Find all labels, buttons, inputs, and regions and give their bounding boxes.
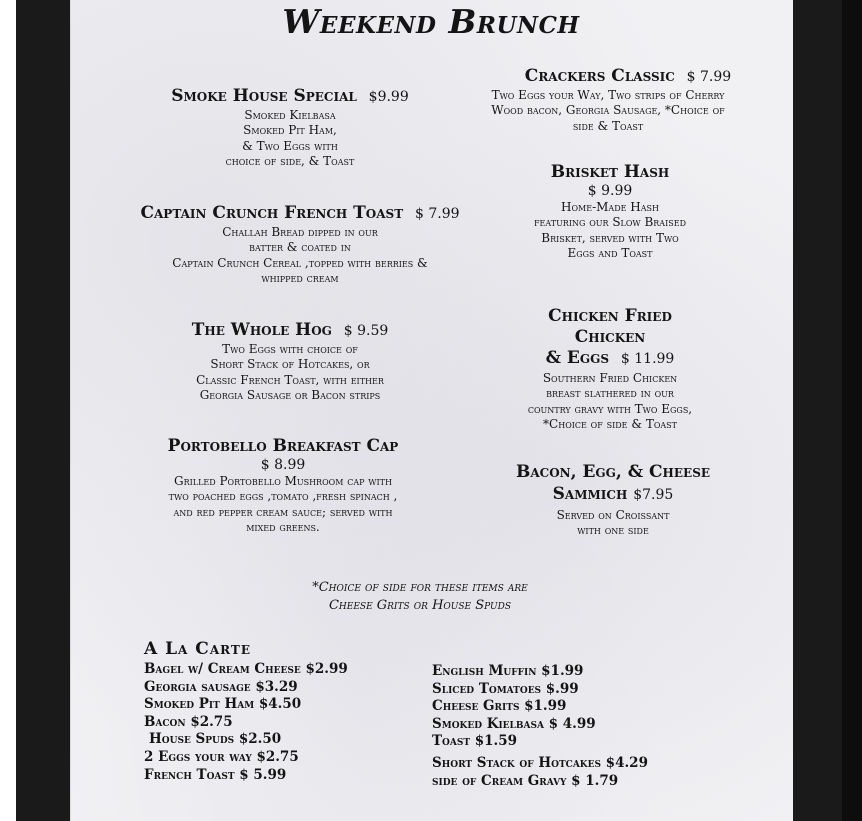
item-description: Challah Bread dipped in our batter & coated in Captain Crunch Cereal ,topped with berries & whipped cream xyxy=(172,225,428,286)
list-item: Short Stack of Hotcakes $4.29 xyxy=(432,754,648,771)
list-item: Smoked Pit Ham $4.50 xyxy=(144,696,302,713)
item-brisket-hash xyxy=(480,162,740,262)
list-item: Georgia sausage $3.29 xyxy=(144,678,298,695)
a-la-carte-heading: A La Carte xyxy=(144,639,251,659)
item-name: The Whole Hog xyxy=(191,320,332,340)
item-price: $ 7.99 xyxy=(686,69,732,85)
item-description: Smoked Kielbasa Smoked Pit Ham, & Two Eggs with choice of side, & Toast xyxy=(225,108,355,169)
item-description: Grilled Portobello Mushroom cap with two poached eggs ,tomato ,fresh spinach , and red pepper cream sauce; served with mixed greens. xyxy=(168,474,398,535)
menu-title: Weekend Brunch xyxy=(282,2,580,41)
item-price: $ 7.99 xyxy=(414,206,460,222)
item-price: $7.95 xyxy=(633,487,674,503)
item-smoke-house xyxy=(120,86,460,170)
list-item: Smoked Kielbasa $ 4.99 xyxy=(432,715,596,732)
list-item: Sliced Tomatoes $.99 xyxy=(432,680,579,697)
item-price: $ 9.59 xyxy=(343,323,389,339)
list-item: French Toast $ 5.99 xyxy=(144,766,287,783)
a-la-carte-right-column xyxy=(432,663,732,790)
left-white-border xyxy=(0,0,16,821)
item-bacon-egg-cheese xyxy=(468,461,758,539)
item-name: Portobello Breakfast Cap xyxy=(167,436,399,456)
item-price: $9.99 xyxy=(368,89,409,105)
item-description: Served on Croissant with one side xyxy=(556,508,670,538)
item-name: Captain Crunch French Toast xyxy=(140,203,404,223)
item-name: Bacon, Egg, & Cheese Sammich $7.95 xyxy=(515,462,711,504)
list-item: English Muffin $1.99 xyxy=(432,663,584,679)
item-portobello xyxy=(118,436,448,536)
item-chicken-fried xyxy=(480,306,740,433)
item-name: Brisket Hash xyxy=(550,162,670,182)
item-price: $ 9.99 xyxy=(587,183,633,199)
list-item: House Spuds $2.50 xyxy=(149,731,282,748)
item-captain-crunch xyxy=(110,203,490,287)
side-choice-note: *Choice of side for these items are Cheese Grits or House Spuds xyxy=(312,580,528,613)
item-name: Crackers Classic xyxy=(524,66,675,86)
list-item: Cheese Grits $1.99 xyxy=(432,698,567,715)
right-dark-border xyxy=(842,0,862,821)
list-item: side of Cream Gravy $ 1.79 xyxy=(432,772,619,789)
item-description: Two Eggs with choice of Short Stack of Hotcakes, or Classic French Toast, with either Georgia Sausage or Bacon strips xyxy=(196,342,384,403)
item-whole-hog xyxy=(135,320,445,404)
item-description: Two Eggs your Way, Two strips of Cherry Wood bacon, Georgia Sausage, *Choice of side & Toast xyxy=(491,88,725,133)
item-name: Smoke House Special xyxy=(171,86,357,106)
item-price: $ 8.99 xyxy=(260,457,306,473)
list-item: Toast $1.59 xyxy=(432,733,518,750)
a-la-carte-left-column xyxy=(144,661,434,784)
item-price: $ 11.99 xyxy=(620,351,675,367)
list-item: Bacon $2.75 xyxy=(144,713,233,730)
list-item: 2 Eggs your way $2.75 xyxy=(144,748,299,765)
item-name: Chicken Fried Chicken & Eggs $ 11.99 xyxy=(545,306,675,368)
item-description: Southern Fried Chicken breast slathered in our country gravy with Two Eggs, *Choice of side & Toast xyxy=(527,371,693,432)
item-description: Home-Made Hash featuring our Slow Braised Brisket, served with Two Eggs and Toast xyxy=(534,200,686,261)
list-item: Bagel w/ Cream Cheese $2.99 xyxy=(144,661,348,677)
item-crackers-classic xyxy=(450,66,766,134)
